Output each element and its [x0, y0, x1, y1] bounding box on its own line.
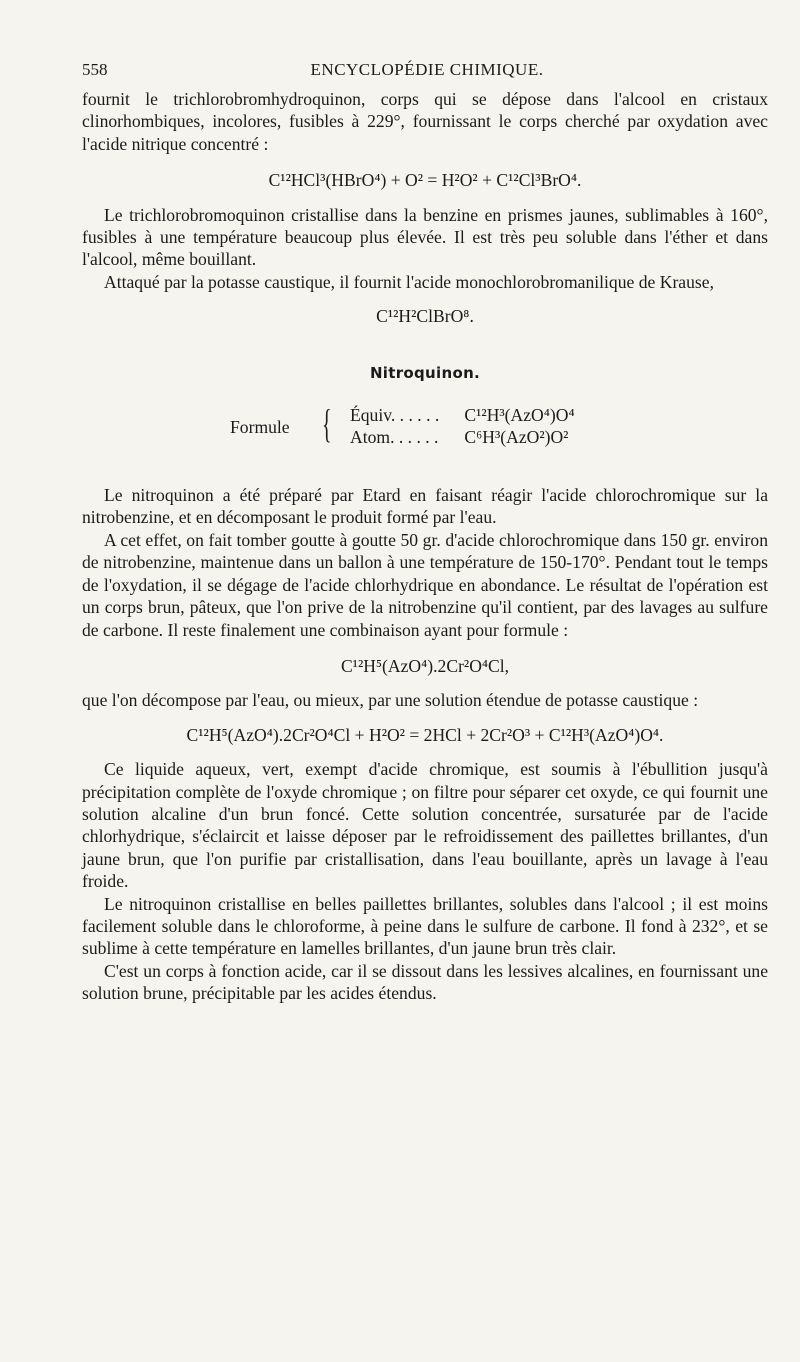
paragraph: C'est un corps à fonction acide, car il se dissout dans les lessives alcalines, en fournissant une solution brune, précipitable par les acides étendus.	[82, 960, 768, 1004]
paragraph: Attaqué par la potasse caustique, il fournit l'acide monochlorobromanilique de Krause,	[104, 271, 714, 292]
paragraph: Ce liquide aqueux, vert, exempt d'acide chromique, est soumis à l'ébullition jusqu'à précipitation complète de l'oxyde chromique ; on filtre pour séparer cet oxyde, ce qui fournit une solution alcaline d'un brun foncé. Cette solution concentrée, sursaturée par de l'acide chlorhydrique, s'éclaircit et laisse déposer par le refroidissement des paillettes brillantes, d'un jaune brun, que l'on purifie par cristallisation, dans l'eau bouillante, après un lavage à l'eau froide.	[82, 759, 768, 892]
formula-value: C¹²H³(AzO⁴)O⁴	[464, 405, 575, 426]
formula-table	[82, 402, 768, 454]
paragraph: que l'on décompose par l'eau, ou mieux, par une solution étendue de potasse caustique :	[82, 690, 699, 711]
page-number: 558	[82, 60, 108, 79]
paragraph: fournit le trichlorobromhydroquinon, corps qui se dépose dans l'alcool en cristaux clinorhombiques, incolores, fusibles à 229°, fournissant le corps cherché par oxydation avec l'acide nitrique concentré :	[82, 89, 768, 154]
equation: C¹²H⁵(AzO⁴).2Cr²O⁴Cl,	[340, 655, 510, 676]
formula-key: Atom. . . . . .	[350, 427, 439, 448]
page-header	[82, 60, 772, 84]
equation: C¹²HCl³(HBrO⁴) + O² = H²O² + C¹²Cl³BrO⁴.	[268, 170, 582, 191]
running-title: ENCYCLOPÉDIE CHIMIQUE.	[310, 60, 544, 79]
equation: C¹²H⁵(AzO⁴).2Cr²O⁴Cl + H²O² = 2HCl + 2Cr²O³ + C¹²H³(AzO⁴)O⁴.	[186, 724, 664, 745]
formula-label: Formule	[230, 417, 290, 438]
paragraph: A cet effet, on fait tomber goutte à goutte 50 gr. d'acide chlorochromique dans 150 gr. environ de nitrobenzine, maintenue dans un ballon à une température de 150-170°. Pendant tout le temps de l'oxydation, il se dégage de l'acide chlorhydrique en abondance. Le résultat de l'opération est un corps brun, pâteux, que l'on prive de la nitrobenzine qu'il contient, par des lavages au sulfure de carbone. Il reste finalement une combinaison ayant pour formule :	[82, 529, 768, 640]
paragraph: Le nitroquinon a été préparé par Etard en faisant réagir l'acide chlorochromique sur la nitrobenzine, et en décomposant le produit formé par l'eau.	[82, 485, 768, 528]
paragraph: Le trichlorobromoquinon cristallise dans la benzine en prismes jaunes, sublimables à 160°, fusibles à une température beaucoup plus élevée. Il est très peu soluble dans l'éther et dans l'alcool, même bouillant.	[82, 204, 768, 270]
section-heading: Nitroquinon.	[369, 363, 481, 382]
page-body	[82, 88, 768, 1005]
formula-row	[350, 426, 568, 448]
equation: C¹²H²ClBrO⁸.	[376, 306, 474, 327]
brace-glyph: {	[322, 401, 332, 447]
paragraph: Le nitroquinon cristallise en belles paillettes brillantes, solubles dans l'alcool ; il est moins facilement soluble dans le chloroforme, à peine dans le sulfure de carbone. Il fond à 232°, et se sublime à cette température en lamelles brillantes, d'un jaune brun très clair.	[82, 893, 768, 959]
formula-row	[350, 404, 575, 426]
formula-key: Équiv. . . . . .	[350, 405, 440, 426]
formula-value: C⁶H³(AzO²)O²	[464, 427, 569, 448]
